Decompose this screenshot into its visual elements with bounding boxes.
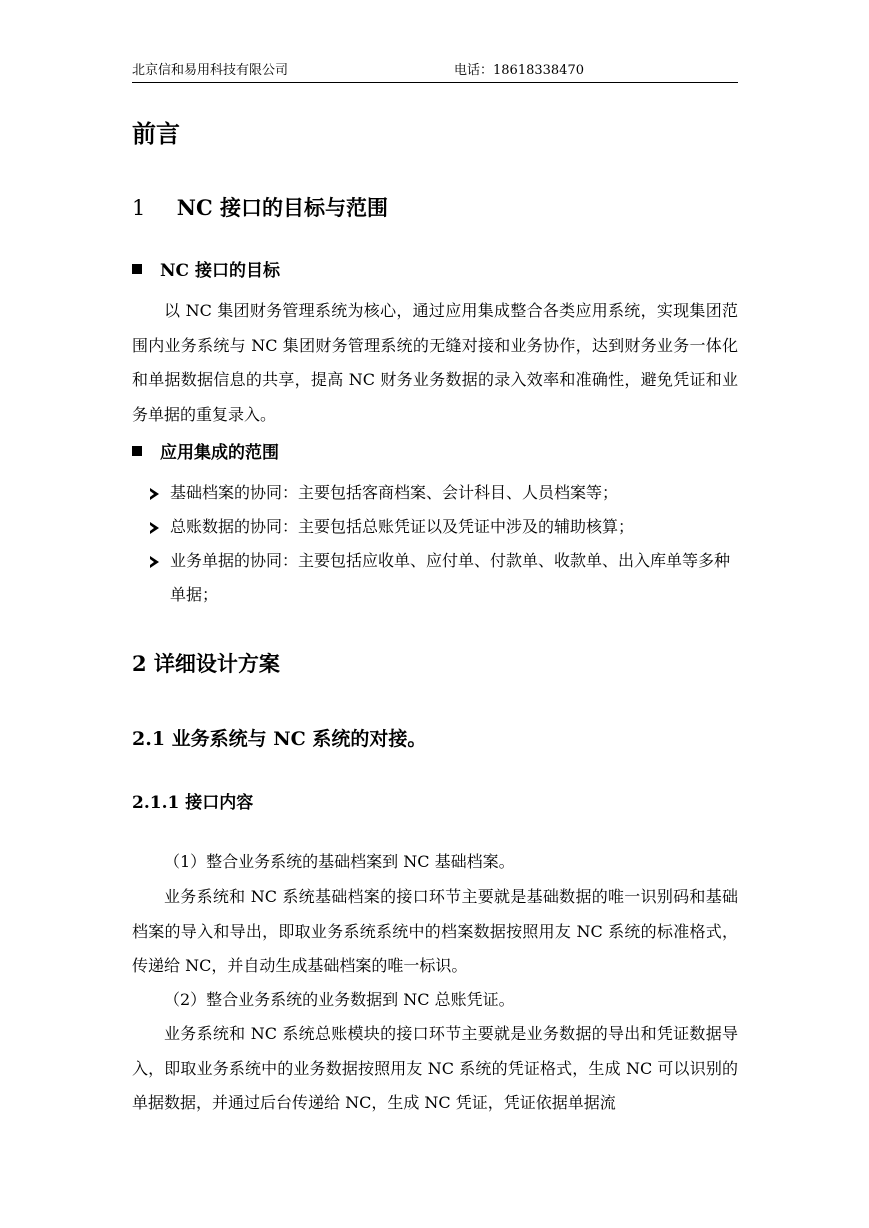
- section211-title: 2.1.1 接口内容: [132, 793, 254, 813]
- section2-title: 2 详细设计方案: [132, 651, 280, 676]
- scope-heading: [132, 441, 279, 465]
- scope-heading-text: 应用集成的范围: [160, 443, 279, 463]
- interface-item-1-desc: 业务系统和 NC 系统基础档案的接口环节主要就是基础数据的唯一识别码和基础档案的导入和导出，即取业务系统系统中的档案数据按照用友 NC 系统的标准格式，传递给 NC，并自动生成基础档案的唯一标识。: [132, 887, 738, 975]
- section1-title: NC 接口的目标与范围: [176, 195, 388, 220]
- interface-item-2-desc: 业务系统和 NC 系统总账模块的接口环节主要就是业务数据的导出和凭证数据导入，即取业务系统中的业务数据按照用友 NC 系统的凭证格式，生成 NC 可以识别的单据数据，并通过后台传递给 NC，生成 NC 凭证，凭证依据单据流: [132, 1024, 738, 1112]
- interface-item-2: （2）整合业务系统的业务数据到 NC 总账凭证。: [164, 990, 515, 1009]
- list-item: 总账数据的协同：主要包括总账凭证以及凭证中涉及的辅助核算；: [150, 510, 738, 544]
- goal-heading: [132, 259, 280, 283]
- section1-heading: [132, 193, 388, 223]
- interface-item-1: （1）整合业务系统的基础档案到 NC 基础档案。: [164, 852, 515, 871]
- scope-list: [150, 476, 738, 612]
- page-header: [132, 62, 738, 83]
- square-bullet-icon: [132, 446, 142, 456]
- section21-title: 2.1 业务系统与 NC 系统的对接。: [132, 728, 427, 750]
- preface-title: 前言: [132, 119, 180, 148]
- arrow-bullet-icon: [150, 488, 159, 500]
- arrow-bullet-icon: [150, 556, 159, 568]
- goal-paragraph: 以 NC 集团财务管理系统为核心，通过应用集成整合各类应用系统，实现集团范围内业务系统与 NC 集团财务管理系统的无缝对接和业务协作，达到财务业务一体化和单据数据信息的共享，提高 NC 财务业务数据的录入效率和准确性，避免凭证和业务单据的重复录入。: [132, 301, 738, 424]
- header-phone: 电话：18618338470: [454, 63, 584, 78]
- arrow-bullet-icon: [150, 522, 159, 534]
- list-item: 业务单据的协同：主要包括应收单、应付单、付款单、收款单、出入库单等多种单据；: [150, 544, 738, 612]
- header-company: 北京信和易用科技有限公司: [132, 63, 289, 78]
- goal-heading-text: NC 接口的目标: [160, 261, 280, 281]
- square-bullet-icon: [132, 264, 142, 274]
- list-item: 基础档案的协同：主要包括客商档案、会计科目、人员档案等；: [150, 476, 738, 510]
- section1-number: 1: [132, 196, 146, 220]
